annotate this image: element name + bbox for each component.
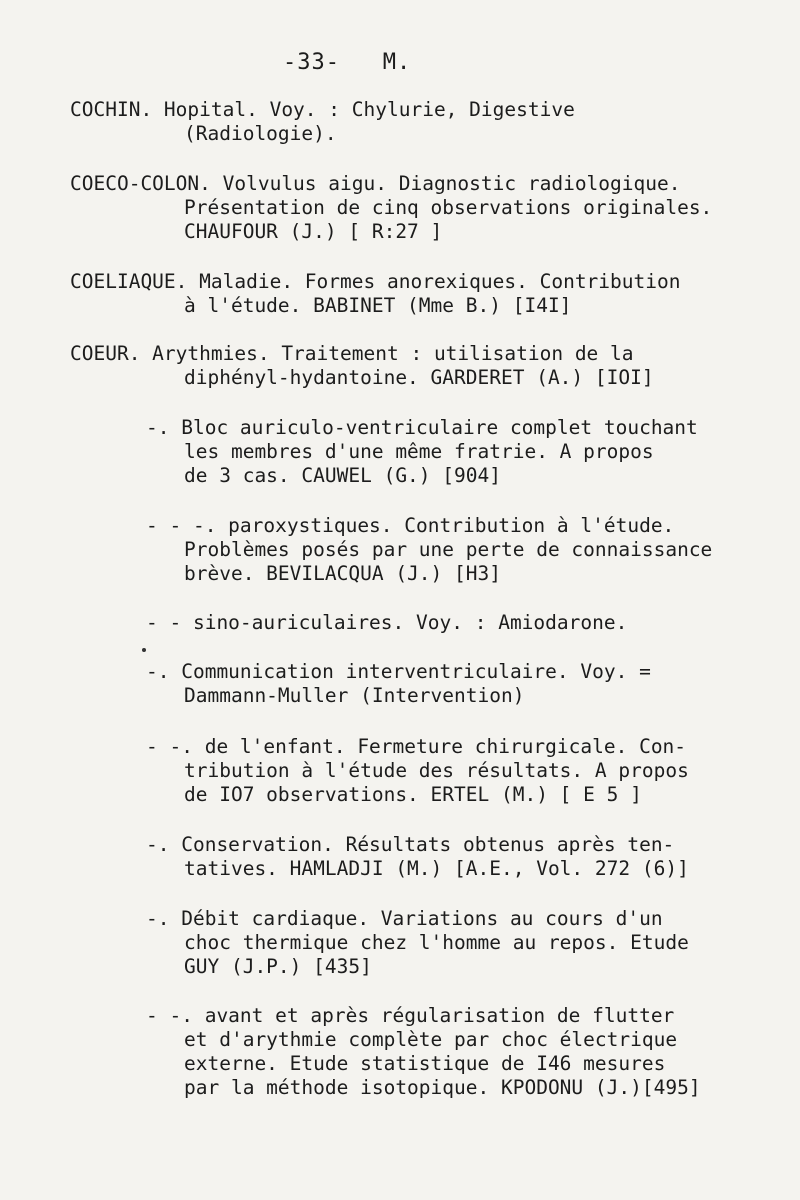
entry-line: (Radiologie). — [184, 122, 337, 145]
index-subentry — [146, 416, 800, 488]
index-subentry — [146, 660, 800, 708]
entry-line: COECO-COLON. Volvulus aigu. Diagnostic radiologique. — [70, 172, 681, 195]
bullet-dot — [142, 648, 146, 652]
entry-line: Présentation de cinq observations originales. — [184, 196, 713, 219]
entry-line: tatives. HAMLADJI (M.) [A.E., Vol. 272 (6)] — [184, 857, 689, 880]
entry-line: - - -. paroxystiques. Contribution à l'étude. — [146, 514, 675, 537]
entry-line: - - sino-auriculaires. Voy. : Amiodarone. — [146, 611, 628, 634]
index-subentry — [146, 833, 800, 881]
entry-line: par la méthode isotopique. KPODONU (J.)[495] — [184, 1076, 701, 1099]
entry-line: les membres d'une même fratrie. A propos — [184, 440, 654, 463]
entry-line: diphényl-hydantoine. GARDERET (A.) [IOI] — [184, 366, 654, 389]
index-entry-coeliaque — [70, 270, 770, 318]
page-header — [283, 50, 411, 75]
entry-line: -. Conservation. Résultats obtenus après ten- — [146, 833, 675, 856]
index-entry-cochin — [70, 98, 770, 146]
entry-line: GUY (J.P.) [435] — [184, 955, 372, 978]
entry-line: de IO7 observations. ERTEL (M.) [ E 5 ] — [184, 783, 642, 806]
entry-line: COEUR. Arythmies. Traitement : utilisation de la — [70, 342, 634, 365]
index-subentry — [146, 611, 800, 635]
entry-line: -. Bloc auriculo-ventriculaire complet touchant — [146, 416, 698, 439]
index-subentry — [146, 1004, 800, 1100]
index-subentry — [146, 907, 800, 979]
index-entry-coeur — [70, 342, 770, 390]
index-subentry — [146, 735, 800, 807]
entry-line: Problèmes posés par une perte de connaissance — [184, 538, 713, 561]
entry-line: COELIAQUE. Maladie. Formes anorexiques. Contribution — [70, 270, 681, 293]
page-number: -33- — [283, 50, 340, 75]
entry-line: Dammann-Muller (Intervention) — [184, 684, 525, 707]
entry-line: - -. de l'enfant. Fermeture chirurgicale. Con- — [146, 735, 687, 758]
entry-line: à l'étude. BABINET (Mme B.) [I4I] — [184, 294, 572, 317]
section-letter: M. — [382, 50, 412, 75]
entry-line: CHAUFOUR (J.) [ R:27 ] — [184, 220, 443, 243]
index-subentry — [146, 514, 800, 586]
entry-line: de 3 cas. CAUWEL (G.) [904] — [184, 464, 501, 487]
entry-line: tribution à l'étude des résultats. A propos — [184, 759, 689, 782]
entry-line: -. Communication interventriculaire. Voy. = — [146, 660, 651, 683]
entry-line: externe. Etude statistique de I46 mesures — [184, 1052, 666, 1075]
entry-line: - -. avant et après régularisation de flutter — [146, 1004, 675, 1027]
entry-line: COCHIN. Hopital. Voy. : Chylurie, Digestive — [70, 98, 575, 121]
entry-line: choc thermique chez l'homme au repos. Etude — [184, 931, 689, 954]
index-entry-coeco-colon — [70, 172, 770, 244]
entry-line: brève. BEVILACQUA (J.) [H3] — [184, 562, 501, 585]
entry-line: et d'arythmie complète par choc électrique — [184, 1028, 678, 1051]
entry-line: -. Débit cardiaque. Variations au cours d'un — [146, 907, 663, 930]
